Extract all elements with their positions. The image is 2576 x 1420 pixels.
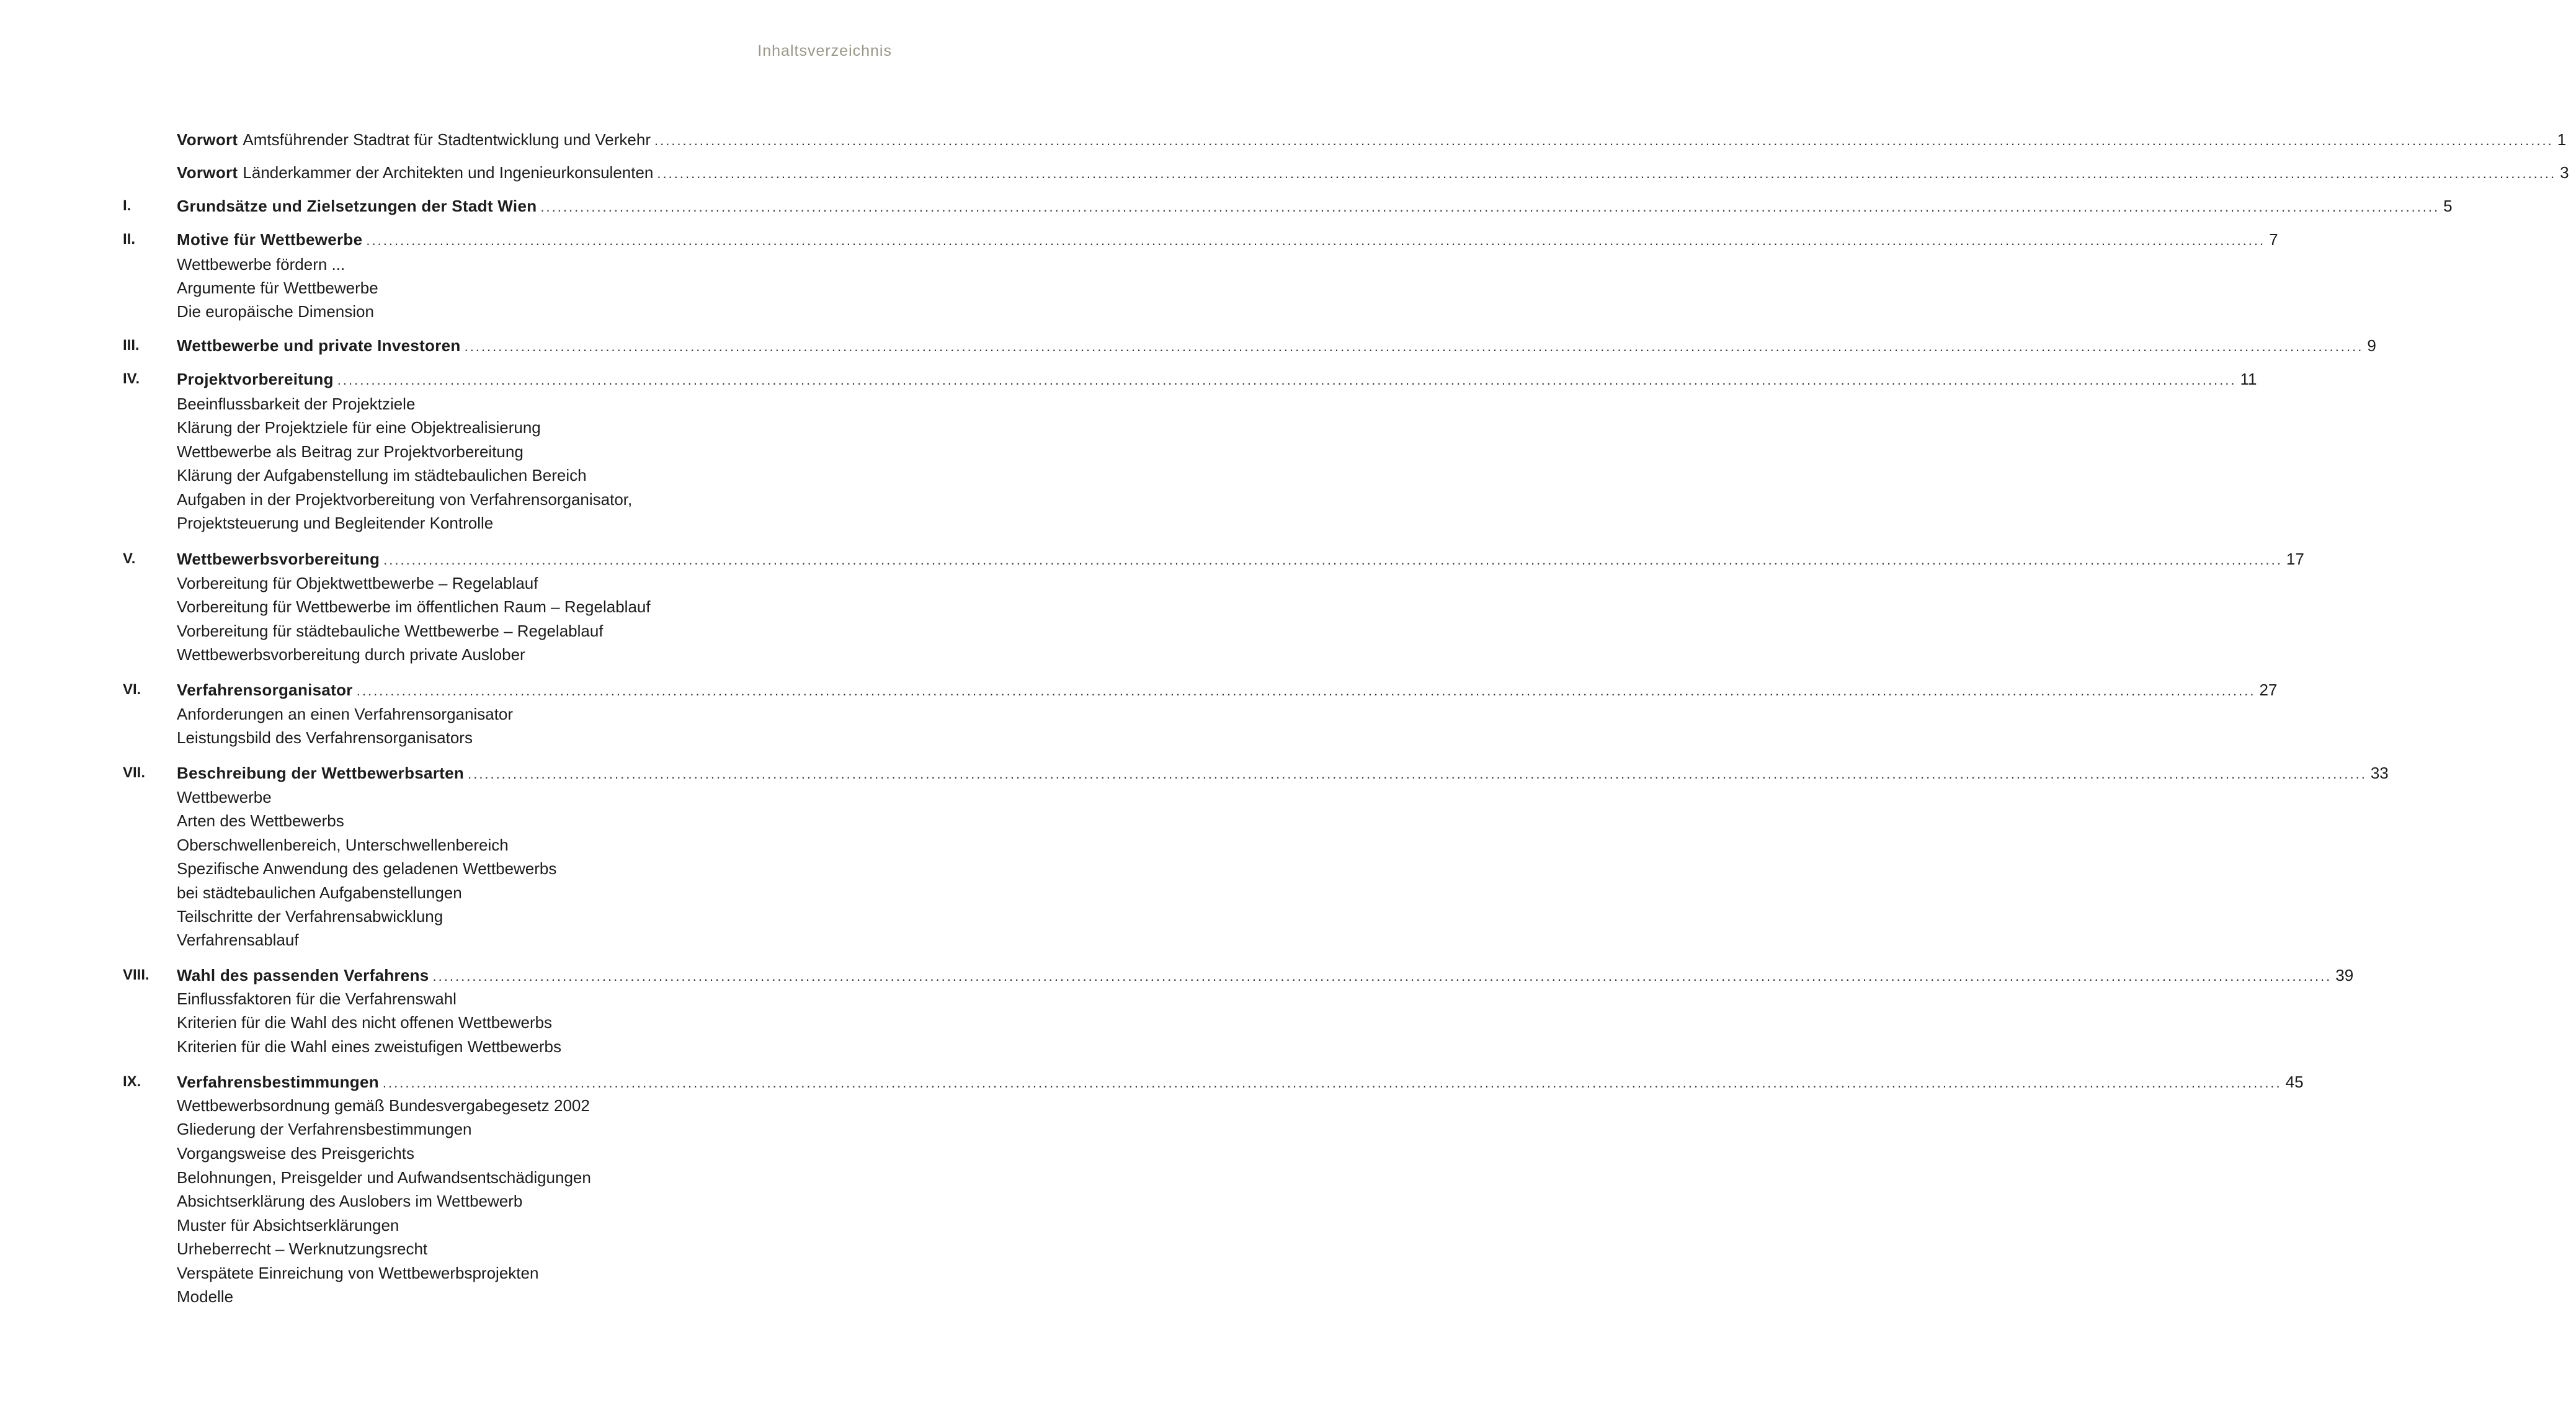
toc-subentry[interactable]: Verfahrensablauf	[177, 931, 299, 949]
dot-leader: ................................................................................................................................................................................................................................................................................................................................................	[337, 372, 2237, 388]
chapter-numeral: VIII.	[123, 967, 149, 983]
toc-subentry[interactable]: Muster für Absichtserklärungen	[177, 1216, 399, 1235]
toc-page-number: 17	[2286, 550, 2304, 568]
dot-leader: ................................................................................................................................................................................................................................................................................................................................................	[356, 683, 2256, 699]
chapter-numeral: VI.	[123, 681, 141, 698]
toc-page-number: 27	[2259, 681, 2278, 699]
toc-entry-title: Projektvorbereitung	[177, 370, 334, 388]
dot-leader: ................................................................................................................................................................................................................................................................................................................................................	[468, 766, 2367, 782]
toc-subentry[interactable]: Vorbereitung für Wettbewerbe im öffentlichen Raum – Regelablauf	[177, 597, 651, 616]
toc-subentry[interactable]: Wettbewerbe	[177, 788, 272, 806]
toc-subentry[interactable]: Klärung der Projektziele für eine Objektrealisierung	[177, 418, 541, 437]
toc-subentry[interactable]: Projektsteuerung und Begleitender Kontrolle	[177, 514, 494, 532]
toc-page-number: 5	[2443, 197, 2453, 215]
dot-leader: ................................................................................................................................................................................................................................................................................................................................................	[432, 968, 2332, 984]
toc-entry-title: Wettbewerbe und private Investoren	[177, 336, 461, 355]
chapter-numeral: II.	[123, 231, 136, 248]
dot-leader: ................................................................................................................................................................................................................................................................................................................................................	[383, 552, 2283, 568]
chapter-numeral: V.	[123, 550, 136, 567]
toc-entry-title: Verfahrensorganisator	[177, 681, 353, 699]
dot-leader: ................................................................................................................................................................................................................................................................................................................................................	[382, 1075, 2282, 1091]
toc-subentry[interactable]: Urheberrecht – Werknutzungsrecht	[177, 1239, 428, 1258]
toc-subentry[interactable]: Anforderungen an einen Verfahrensorganisator	[177, 705, 514, 723]
toc-entry-title: Wettbewerbsvorbereitung	[177, 550, 380, 568]
toc-subentry[interactable]: Einflussfaktoren für die Verfahrenswahl	[177, 989, 457, 1008]
toc-page-number: 39	[2335, 966, 2354, 985]
dot-leader: ................................................................................................................................................................................................................................................................................................................................................	[657, 166, 2557, 181]
toc-entry-title: Vorwort	[177, 163, 238, 182]
toc-page-number: 33	[2370, 764, 2389, 782]
toc-subentry[interactable]: Wettbewerbsordnung gemäß Bundesvergabegesetz 2002	[177, 1096, 590, 1115]
toc-subentry[interactable]: Kriterien für die Wahl eines zweistufigen Wettbewerbs	[177, 1037, 561, 1056]
toc-entry-title: Grundsätze und Zielsetzungen der Stadt Wien	[177, 197, 537, 215]
toc-subentry[interactable]: Die europäische Dimension	[177, 302, 374, 321]
toc-entry-title: Wahl des passenden Verfahrens	[177, 966, 429, 985]
toc-subentry[interactable]: Vorbereitung für städtebauliche Wettbewerbe – Regelablauf	[177, 622, 604, 640]
toc-entry-title: Beschreibung der Wettbewerbsarten	[177, 764, 465, 782]
toc-subentry[interactable]: Klärung der Aufgabenstellung im städtebaulichen Bereich	[177, 466, 587, 484]
toc-subentry[interactable]: Wettbewerbsvorbereitung durch private Auslober	[177, 645, 525, 664]
toc-entry-title: Vorwort	[177, 130, 238, 149]
dot-leader: ................................................................................................................................................................................................................................................................................................................................................	[366, 233, 2266, 248]
chapter-numeral: IX.	[123, 1073, 141, 1090]
toc-page-number: 3	[2560, 163, 2569, 182]
toc-subentry[interactable]: Modelle	[177, 1287, 234, 1306]
toc-subentry[interactable]: Aufgaben in der Projektvorbereitung von Verfahrensorganisator,	[177, 490, 633, 509]
dot-leader: ................................................................................................................................................................................................................................................................................................................................................	[540, 199, 2440, 215]
toc-page-number: 9	[2367, 336, 2376, 355]
toc-entry-subtitle: Amtsführender Stadtrat für Stadtentwicklung und Verkehr	[243, 130, 651, 149]
dot-leader: ................................................................................................................................................................................................................................................................................................................................................	[464, 339, 2364, 354]
chapter-numeral: III.	[123, 337, 140, 354]
toc-subentry[interactable]: Teilschritte der Verfahrensabwicklung	[177, 907, 443, 926]
toc-subentry[interactable]: Kriterien für die Wahl des nicht offenen Wettbewerbs	[177, 1013, 553, 1032]
toc-subentry[interactable]: Wettbewerbe als Beitrag zur Projektvorbereitung	[177, 442, 524, 461]
chapter-numeral: I.	[123, 197, 131, 214]
toc-entry-title: Motive für Wettbewerbe	[177, 230, 363, 249]
toc-subentry[interactable]: Absichtserklärung des Auslobers im Wettbewerb	[177, 1192, 523, 1210]
toc-subentry[interactable]: Vorgangsweise des Preisgerichts	[177, 1144, 414, 1163]
toc-subentry[interactable]: Oberschwellenbereich, Unterschwellenbereich	[177, 836, 509, 854]
toc-subentry[interactable]: Arten des Wettbewerbs	[177, 811, 344, 830]
toc-subentry[interactable]: Spezifische Anwendung des geladenen Wettbewerbs	[177, 859, 557, 878]
toc-subentry[interactable]: bei städtebaulichen Aufgabenstellungen	[177, 883, 462, 902]
toc-page-number: 45	[2285, 1073, 2304, 1091]
toc-subentry[interactable]: Verspätete Einreichung von Wettbewerbsprojekten	[177, 1264, 539, 1282]
toc-entry-title: Verfahrensbestimmungen	[177, 1073, 379, 1091]
toc-subentry[interactable]: Wettbewerbe fördern ...	[177, 255, 345, 274]
toc-subentry[interactable]: Gliederung der Verfahrensbestimmungen	[177, 1120, 472, 1138]
toc-entry-subtitle: Länderkammer der Architekten und Ingenieurkonsulenten	[243, 163, 654, 182]
toc-page-number: 1	[2557, 130, 2567, 149]
toc-page-number: 7	[2269, 230, 2278, 249]
toc-subentry[interactable]: Leistungsbild des Verfahrensorganisators	[177, 728, 473, 747]
chapter-numeral: VII.	[123, 764, 146, 781]
toc-subentry[interactable]: Vorbereitung für Objektwettbewerbe – Regelablauf	[177, 574, 538, 592]
toc-subentry[interactable]: Beeinflussbarkeit der Projektziele	[177, 395, 416, 413]
toc-subentry[interactable]: Argumente für Wettbewerbe	[177, 279, 378, 297]
toc-subentry[interactable]: Belohnungen, Preisgelder und Aufwandsentschädigungen	[177, 1168, 591, 1187]
toc-page-number: 11	[2240, 370, 2257, 388]
dot-leader: ................................................................................................................................................................................................................................................................................................................................................	[654, 133, 2554, 148]
chapter-numeral: IV.	[123, 370, 140, 387]
page-header: Inhaltsverzeichnis	[757, 42, 892, 60]
